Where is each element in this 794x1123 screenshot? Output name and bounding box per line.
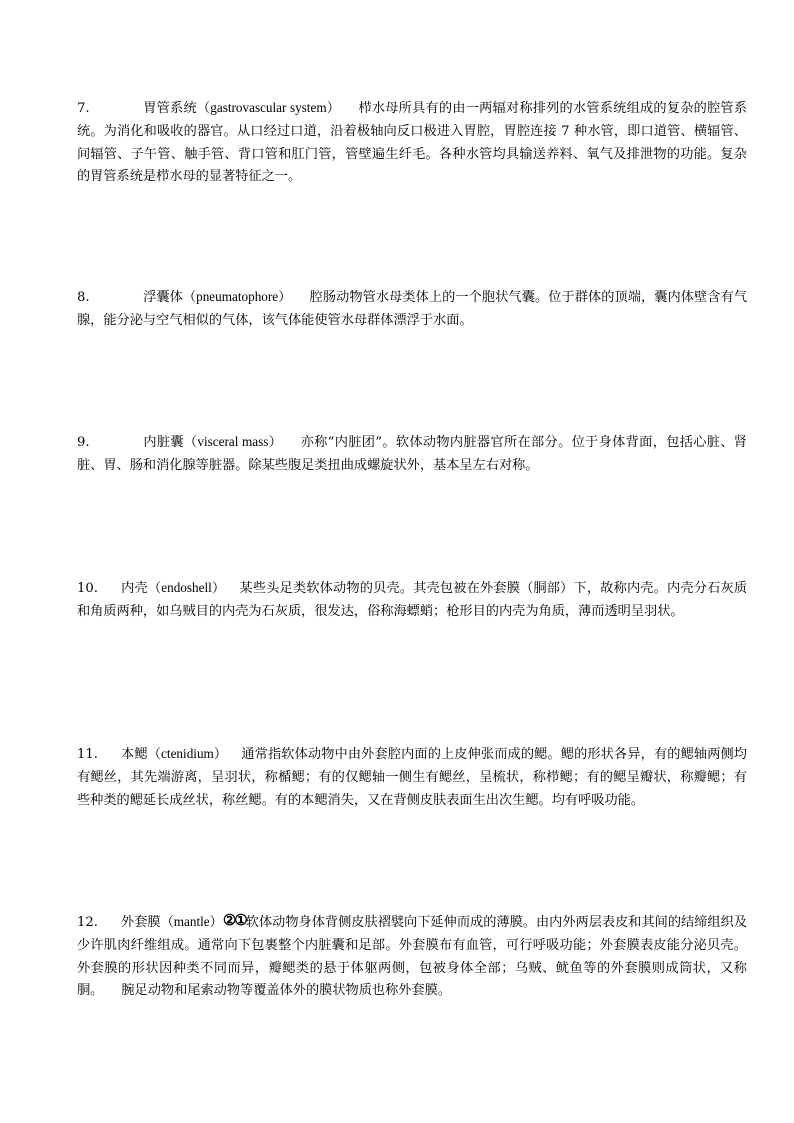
entry-term: 本鳃 <box>121 747 148 762</box>
entry-definition: 腔肠动物管水母类体上的一个胞状气囊。位于群体的顶端，囊内体壁含有气腺，能分泌与空气相似的气体，该气体能使管水母群体漂浮于水面。 <box>77 290 748 328</box>
entry-term: 外套膜 <box>121 915 161 930</box>
entry-latin-term: （endoshell） <box>147 580 226 595</box>
entry-definition: 亦称“内脏团”。软体动物内脏器官所在部分。位于身体背面，包括心脏、肾脏、胃、肠和消化腺等脏器。除某些腹足类扭曲成螺旋状外，基本呈左右对称。 <box>77 435 747 473</box>
glossary-entry-7 <box>77 97 747 189</box>
entry-definition: 栉水母所具有的由一两辐对称排列的水管系统组成的复杂的腔管系统。为消化和吸收的器官。从口经过口道，沿着极轴向反口极进入胃腔，胃腔连接 7 种水管，即口道管、横辐管、间辐管、子午管、触手管、背口管和肛门管，管壁遍生纤毛。各种水管均具输送养料、氧气及排泄物的功能。复杂的胃管系统是栉水母的显著特征之一。 <box>77 101 748 185</box>
entry-term: 胃管系统 <box>143 101 197 116</box>
glossary-entry-11 <box>77 743 747 812</box>
glossary-entry-9 <box>77 431 747 478</box>
entry-latin-term: （visceral mass） <box>183 434 283 449</box>
circled-number-marks: ②① <box>222 911 246 929</box>
glossary-entry-8 <box>77 286 747 333</box>
entry-number: 10. <box>77 581 98 596</box>
entry-number: 9. <box>77 435 90 450</box>
entry-definition-extra: 腕足动物和尾索动物等覆盖体外的膜状物质也称外套膜。 <box>121 983 452 999</box>
entry-term: 内壳 <box>121 581 148 596</box>
entry-definition: 通常指软体动物中由外套腔内面的上皮伸张而成的鳃。鳃的形状各异，有的鳃轴两侧均有鳃丝，其先端游离，呈羽状，称楯鳃；有的仅鳃轴一侧生有鳃丝，呈梳状，称栉鳃；有的鳃呈瓣状，称瓣鳃；有些种类的鳃延长成丝状，称丝鳃。有的本鳃消失，又在背侧皮肤表面生出次生鳃。均有呼吸功能。 <box>77 747 747 808</box>
entry-latin-term: （pneumatophore） <box>182 289 292 304</box>
entry-term: 内脏囊 <box>143 435 184 450</box>
entry-number: 8. <box>77 290 90 305</box>
entry-term: 浮囊体 <box>143 290 183 305</box>
entry-latin-term: （gastrovascular system） <box>196 100 341 115</box>
entry-latin-term: （mantle） <box>160 914 223 929</box>
entry-number: 12. <box>77 915 98 930</box>
entry-number: 11. <box>77 747 98 762</box>
glossary-entry-12 <box>77 909 747 1003</box>
entry-definition: 某些头足类软体动物的贝壳。其壳包被在外套膜（胴部）下，故称内壳。内壳分石灰质和角质两种，如乌贼目的内壳为石灰质，很发达，俗称海螵蛸；枪形目的内壳为角质，薄而透明呈羽状。 <box>77 581 748 619</box>
glossary-entry-10 <box>77 577 747 624</box>
entry-definition: 软体动物身体背侧皮肤褶襞向下延伸而成的薄膜。由内外两层表皮和其间的结缔组织及少许肌肉纤维组成。通常向下包裹整个内脏囊和足部。外套膜布有血管，可行呼吸功能；外套膜表皮能分泌贝壳。外套膜的形状因种类不同而异，瓣鳃类的悬于体躯两侧，包被身体全部；乌贼、鱿鱼等的外套膜则成筒状，又称胴。 <box>77 915 748 999</box>
entry-number: 7. <box>77 101 90 116</box>
entry-latin-term: （ctenidium） <box>147 746 228 761</box>
